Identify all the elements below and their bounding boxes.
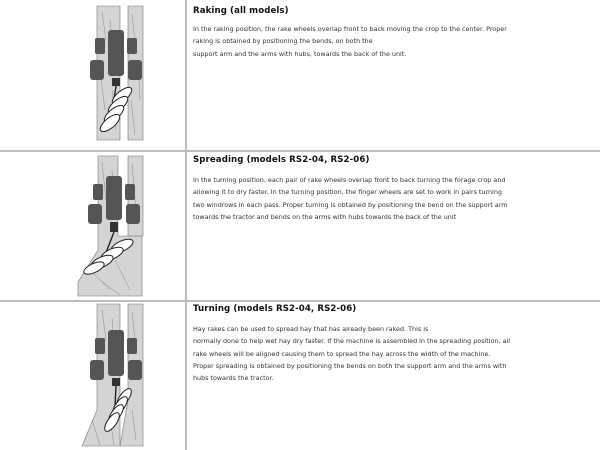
paragraph-line: two windrows in each pass. Proper turning is obtained by positioning the bend on the support arm	[193, 200, 508, 209]
section-heading: Raking (all models)	[193, 6, 289, 16]
paragraph-line: rake wheels will be aligned causing them to spread the hay across the width of the machine.	[193, 349, 491, 358]
paragraph-line: In the turning position, each pair of rake wheels overlap front to back turning the forage crop and	[193, 176, 506, 184]
paragraph-line: allowing it to dry faster. In the turning position, the finger wheels are set to work in pairs turning	[193, 188, 502, 197]
section-turning	[0, 300, 600, 450]
paragraph-line: towards the tractor and bends on the arms with hubs towards the back of the unit	[193, 212, 457, 221]
section-paragraph	[193, 23, 593, 60]
section-paragraph	[193, 174, 593, 223]
raking-illustration	[70, 0, 170, 150]
section-heading: Turning (models RS2-04, RS2-06)	[193, 304, 357, 314]
paragraph-line: In the raking position, the rake wheels overlap front to back moving the crop to the center. Proper	[193, 25, 507, 33]
paragraph-line: hubs towards the tractor.	[193, 374, 274, 383]
spreading-illustration	[70, 150, 170, 300]
paragraph-line: normally done to help wet hay dry faster. If the machine is assembled in the spreading position, all	[193, 337, 511, 346]
section-raking	[0, 0, 600, 150]
turning-text	[193, 304, 593, 384]
section-heading: Spreading (models RS2-04, RS2-06)	[193, 155, 370, 165]
tractor-icon	[88, 176, 140, 232]
section-paragraph	[193, 323, 593, 384]
spreading-text	[193, 155, 593, 223]
paragraph-line: support arm and the arms with hubs, towards the back of the unit.	[193, 49, 407, 58]
paragraph-line: raking is obtained by positioning the bends, on both the	[193, 37, 373, 46]
raking-text	[193, 6, 593, 60]
paragraph-line: Proper spreading is obtained by positioning the bends on both the support arm and the arms with	[193, 361, 507, 370]
section-spreading	[0, 150, 600, 300]
turning-illustration	[70, 300, 170, 450]
paragraph-line: Hay rakes can be used to spread hay that has already been raked. This is	[193, 325, 429, 333]
